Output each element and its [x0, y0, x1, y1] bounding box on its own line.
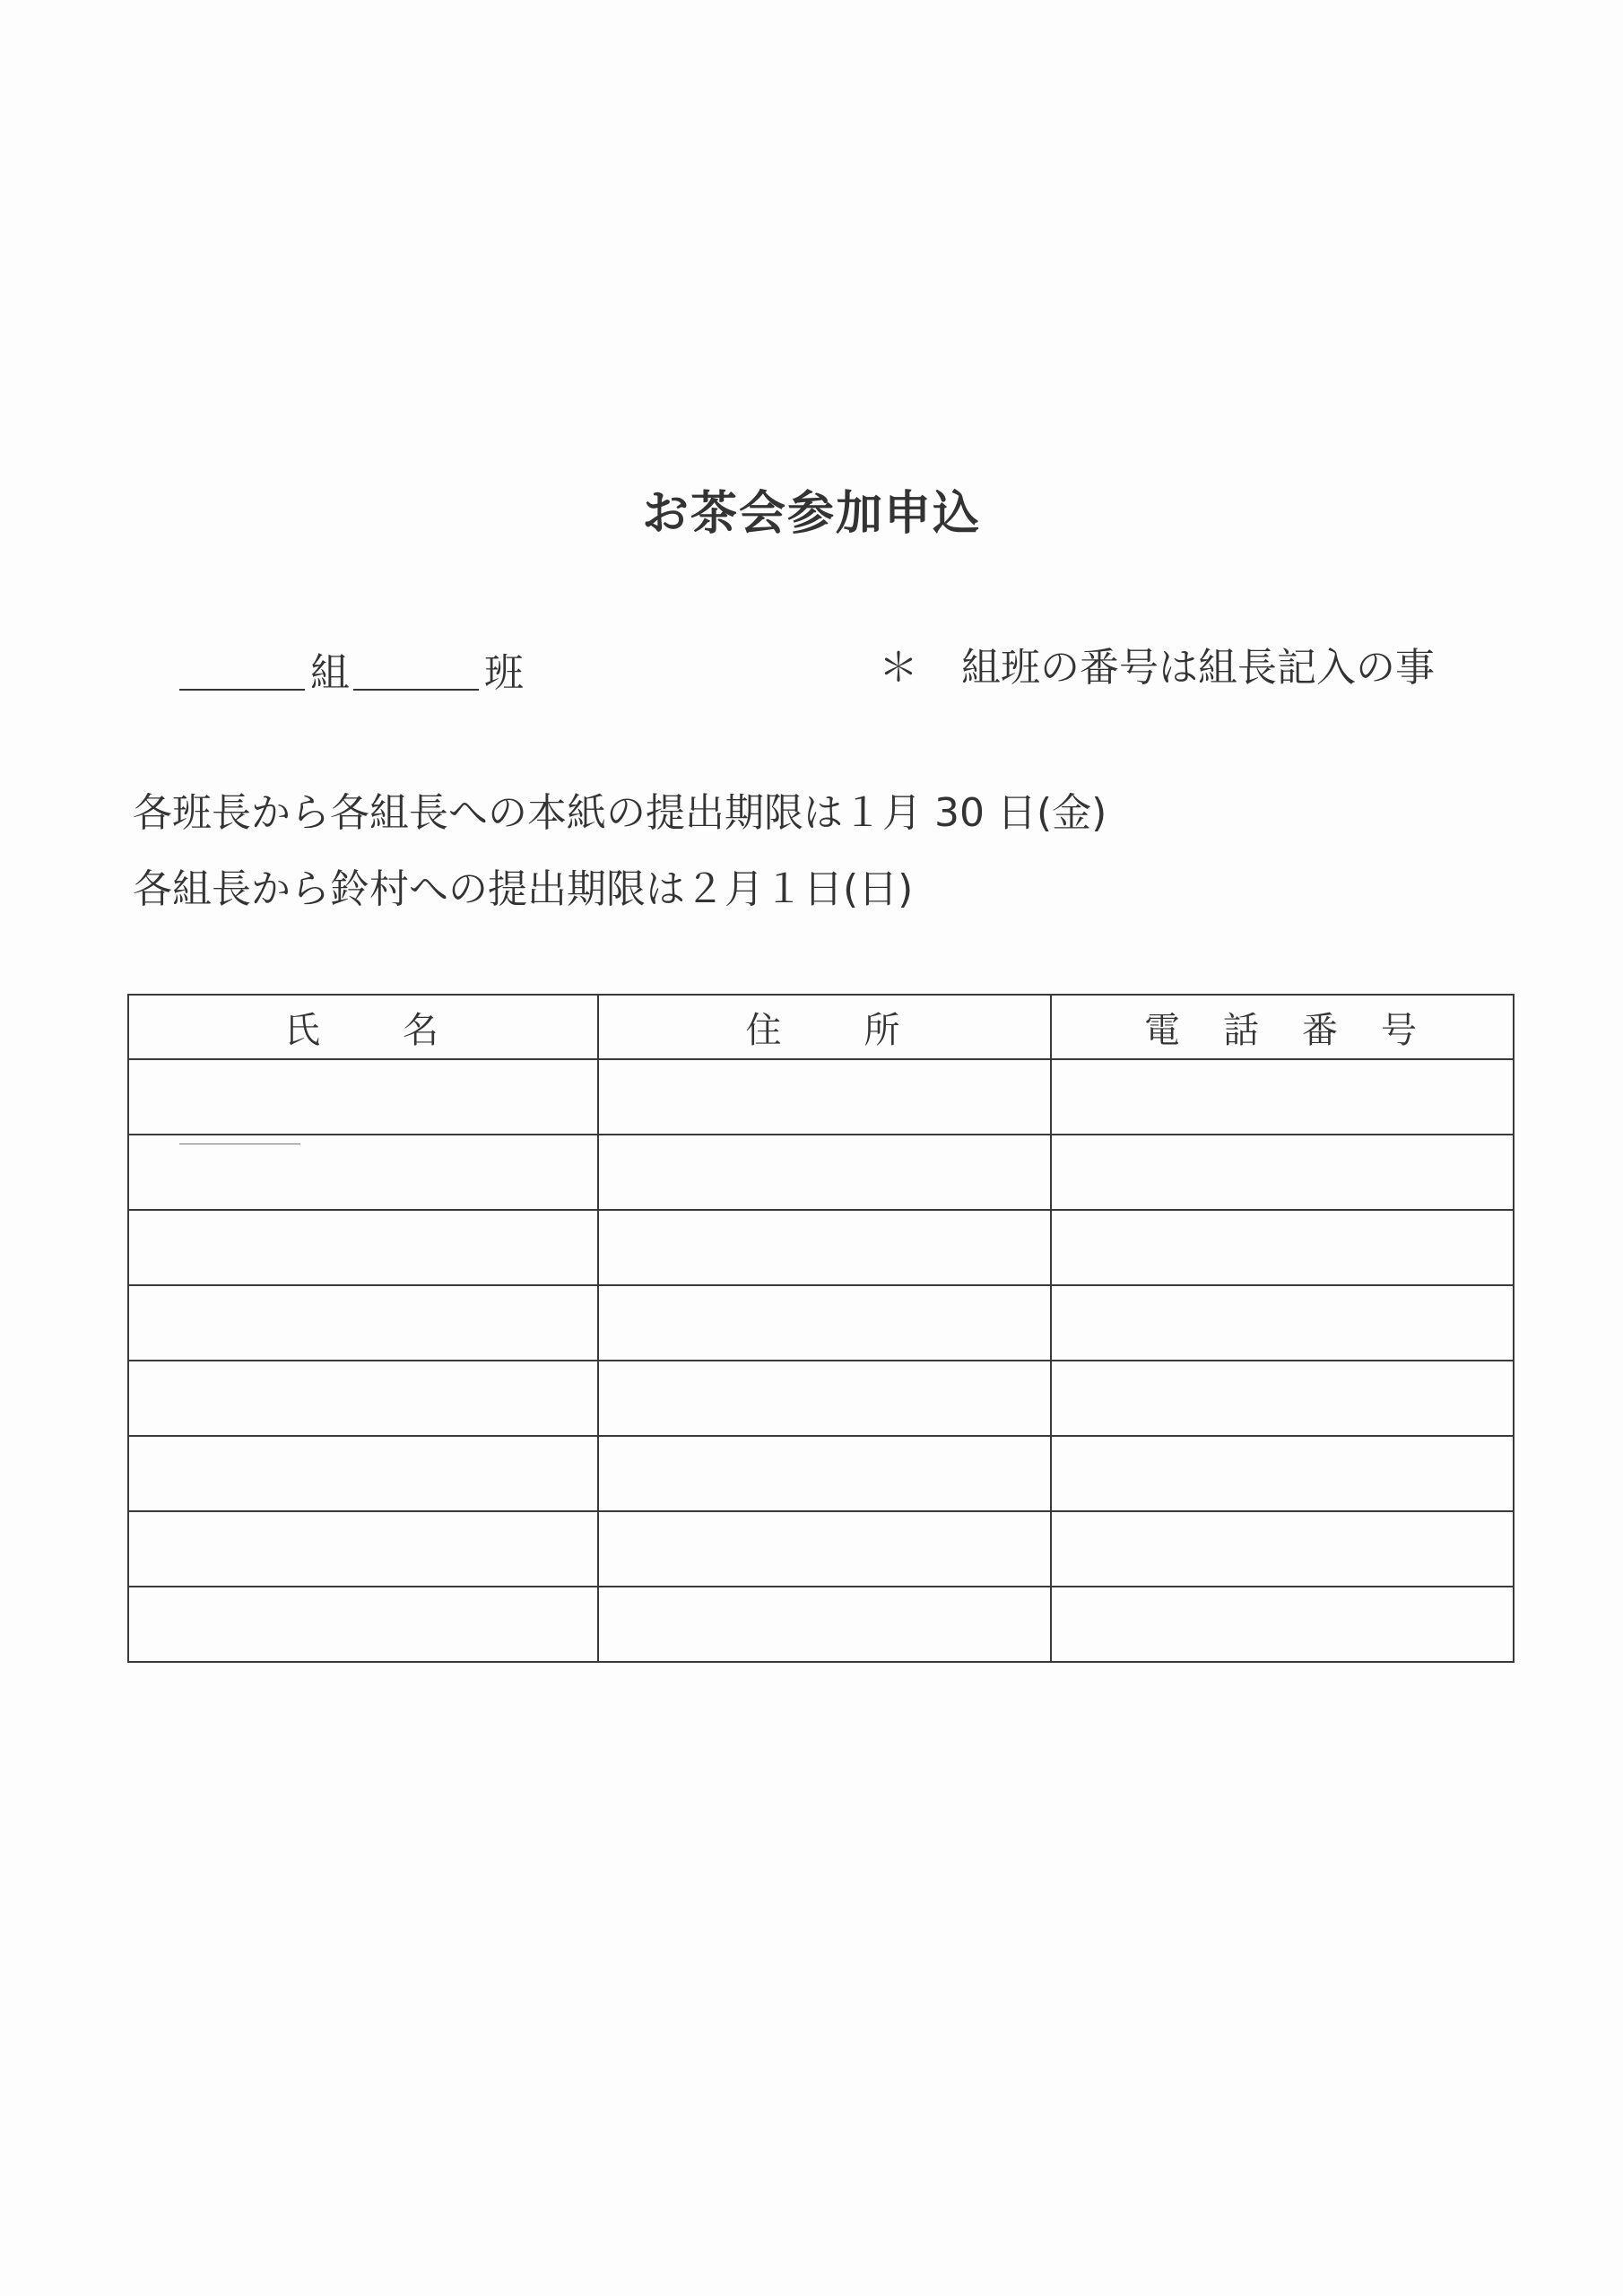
han-number-field[interactable] — [353, 680, 479, 691]
table-row — [128, 1511, 1514, 1587]
table-row — [128, 1436, 1514, 1511]
deadline-line-1: 各班長から各組長への本紙の提出期限は１月 30 日(金) — [133, 790, 1107, 836]
name-cell[interactable] — [128, 1361, 598, 1436]
phone-cell[interactable] — [1051, 1511, 1514, 1587]
table-row — [128, 1135, 1514, 1210]
form-title: お茶会参加申込 — [641, 487, 981, 541]
kumi-label: 組 — [310, 650, 350, 696]
address-cell[interactable] — [598, 1210, 1051, 1285]
asterisk-icon: ＊ — [879, 645, 918, 691]
header-name: 氏 名 — [128, 995, 598, 1059]
address-cell[interactable] — [598, 1436, 1051, 1511]
address-cell[interactable] — [598, 1059, 1051, 1135]
phone-cell[interactable] — [1051, 1059, 1514, 1135]
table-row — [128, 1210, 1514, 1285]
address-cell[interactable] — [598, 1135, 1051, 1210]
name-cell[interactable] — [128, 1285, 598, 1361]
group-number-note — [879, 635, 1435, 692]
table-header-row — [128, 995, 1514, 1059]
phone-cell[interactable] — [1051, 1436, 1514, 1511]
name-cell[interactable] — [128, 1135, 598, 1210]
name-cell[interactable] — [128, 1511, 598, 1587]
name-cell[interactable] — [128, 1587, 598, 1662]
kumi-number-field[interactable] — [179, 680, 305, 691]
address-cell[interactable] — [598, 1587, 1051, 1662]
header-address: 住 所 — [598, 995, 1051, 1059]
phone-cell[interactable] — [1051, 1285, 1514, 1361]
header-phone: 電 話 番 号 — [1051, 995, 1514, 1059]
group-fields — [179, 635, 527, 698]
table-row — [128, 1285, 1514, 1361]
phone-cell[interactable] — [1051, 1361, 1514, 1436]
address-cell[interactable] — [598, 1361, 1051, 1436]
address-cell[interactable] — [598, 1511, 1051, 1587]
deadline-line-2: 各組長から鈴村への提出期限は２月１日(日) — [133, 866, 914, 912]
note-text: 組班の番号は組長記入の事 — [961, 645, 1435, 691]
table-row — [128, 1587, 1514, 1662]
han-label: 班 — [484, 650, 524, 696]
phone-cell[interactable] — [1051, 1135, 1514, 1210]
name-cell[interactable] — [128, 1210, 598, 1285]
table-row — [128, 1059, 1514, 1135]
name-cell[interactable] — [128, 1436, 598, 1511]
phone-cell[interactable] — [1051, 1210, 1514, 1285]
name-cell[interactable] — [128, 1059, 598, 1135]
table-row — [128, 1361, 1514, 1436]
phone-cell[interactable] — [1051, 1587, 1514, 1662]
address-cell[interactable] — [598, 1285, 1051, 1361]
participant-table — [127, 994, 1515, 1663]
